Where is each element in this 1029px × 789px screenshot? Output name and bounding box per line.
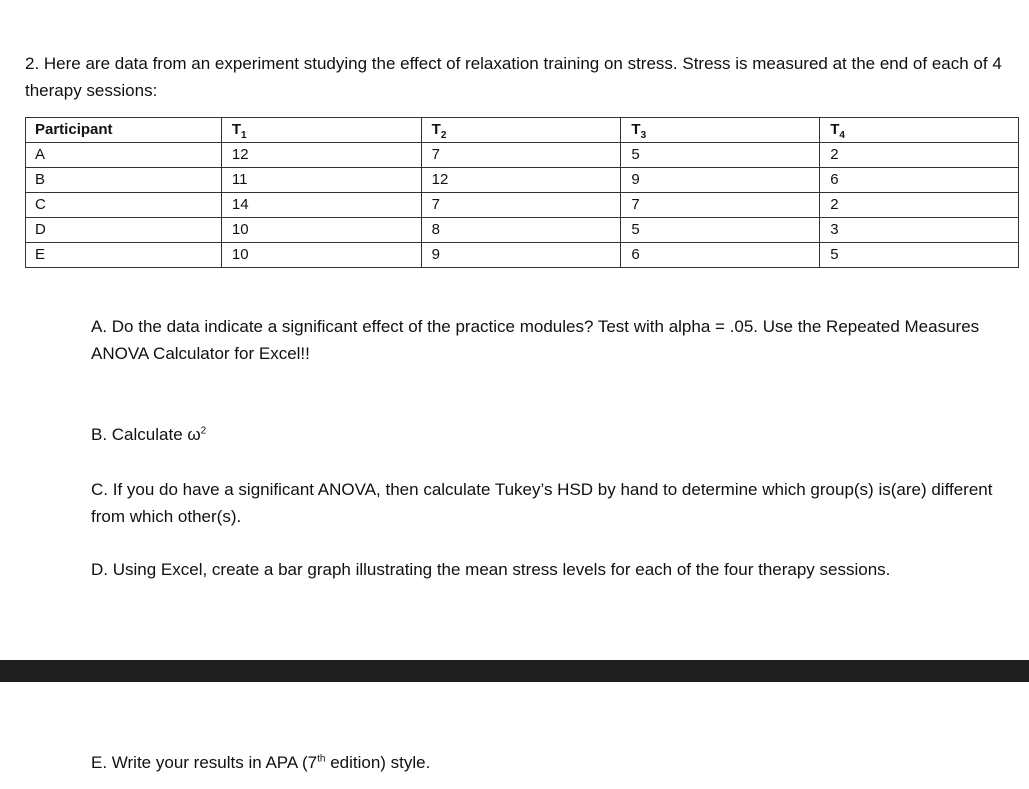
cell-t2: 7 xyxy=(421,143,621,168)
cell-t4: 2 xyxy=(820,143,1019,168)
cell-t2: 9 xyxy=(421,243,621,268)
cell-t3: 5 xyxy=(621,218,820,243)
question-e-text-end: edition) style. xyxy=(325,753,431,772)
table-row xyxy=(26,193,1019,218)
cell-t1: 14 xyxy=(221,193,421,218)
cell-t3: 7 xyxy=(621,193,820,218)
header-t1-label: T xyxy=(231,121,242,138)
problem-intro: 2. Here are data from an experiment studying the effect of relaxation training on stress. Stress is measured at the end of each of 4 therapy sessions: xyxy=(25,54,1002,100)
cell-participant: C xyxy=(26,193,222,218)
header-t4-subscript: 4 xyxy=(839,130,845,141)
section-divider-bar xyxy=(0,660,1029,682)
table-row xyxy=(26,168,1019,193)
question-e xyxy=(91,749,1001,776)
cell-t3: 6 xyxy=(621,243,820,268)
table-row xyxy=(26,218,1019,243)
question-e-superscript: th xyxy=(317,753,326,765)
data-table xyxy=(25,117,1019,268)
header-t4 xyxy=(820,118,1019,143)
cell-participant: E xyxy=(26,243,222,268)
header-t4-label: T xyxy=(830,121,840,138)
cell-t4: 6 xyxy=(820,168,1019,193)
header-t3-label: T xyxy=(631,121,641,138)
cell-t4: 3 xyxy=(820,218,1019,243)
cell-participant: B xyxy=(26,168,222,193)
table-row xyxy=(26,143,1019,168)
header-t2-subscript: 2 xyxy=(440,130,447,141)
question-b xyxy=(91,421,1001,448)
question-b-superscript: 2 xyxy=(200,425,207,437)
table-row xyxy=(26,243,1019,268)
cell-t1: 10 xyxy=(221,243,421,268)
cell-participant: D xyxy=(26,218,222,243)
header-t2-label: T xyxy=(431,121,441,138)
question-b-text: B. Calculate ω xyxy=(91,425,201,444)
cell-t1: 12 xyxy=(221,143,421,168)
header-t3-subscript: 3 xyxy=(640,130,647,141)
question-a: A. Do the data indicate a significant effect of the practice modules? Test with alpha = .05. Use the Repeated Measures ANOVA Calculator for Excel!! xyxy=(91,317,980,363)
cell-t3: 5 xyxy=(621,143,820,168)
cell-t2: 8 xyxy=(421,218,621,243)
table-header-row xyxy=(26,118,1019,143)
header-t2 xyxy=(421,118,621,143)
cell-t3: 9 xyxy=(621,168,820,193)
question-c: C. If you do have a significant ANOVA, then calculate Tukey’s HSD by hand to determine which group(s) is(are) different from which other(s). xyxy=(91,480,993,526)
cell-t2: 12 xyxy=(421,168,621,193)
cell-t4: 2 xyxy=(820,193,1019,218)
cell-t4: 5 xyxy=(820,243,1019,268)
question-e-text: E. Write your results in APA (7 xyxy=(91,753,318,772)
cell-t1: 11 xyxy=(221,168,421,193)
cell-t1: 10 xyxy=(221,218,421,243)
cell-participant: A xyxy=(26,143,222,168)
cell-t2: 7 xyxy=(421,193,621,218)
header-t3 xyxy=(621,118,820,143)
header-t1 xyxy=(221,118,421,143)
header-participant: Participant xyxy=(26,118,222,143)
question-d: D. Using Excel, create a bar graph illustrating the mean stress levels for each of the four therapy sessions. xyxy=(91,560,891,579)
header-t1-subscript: 1 xyxy=(241,130,247,141)
